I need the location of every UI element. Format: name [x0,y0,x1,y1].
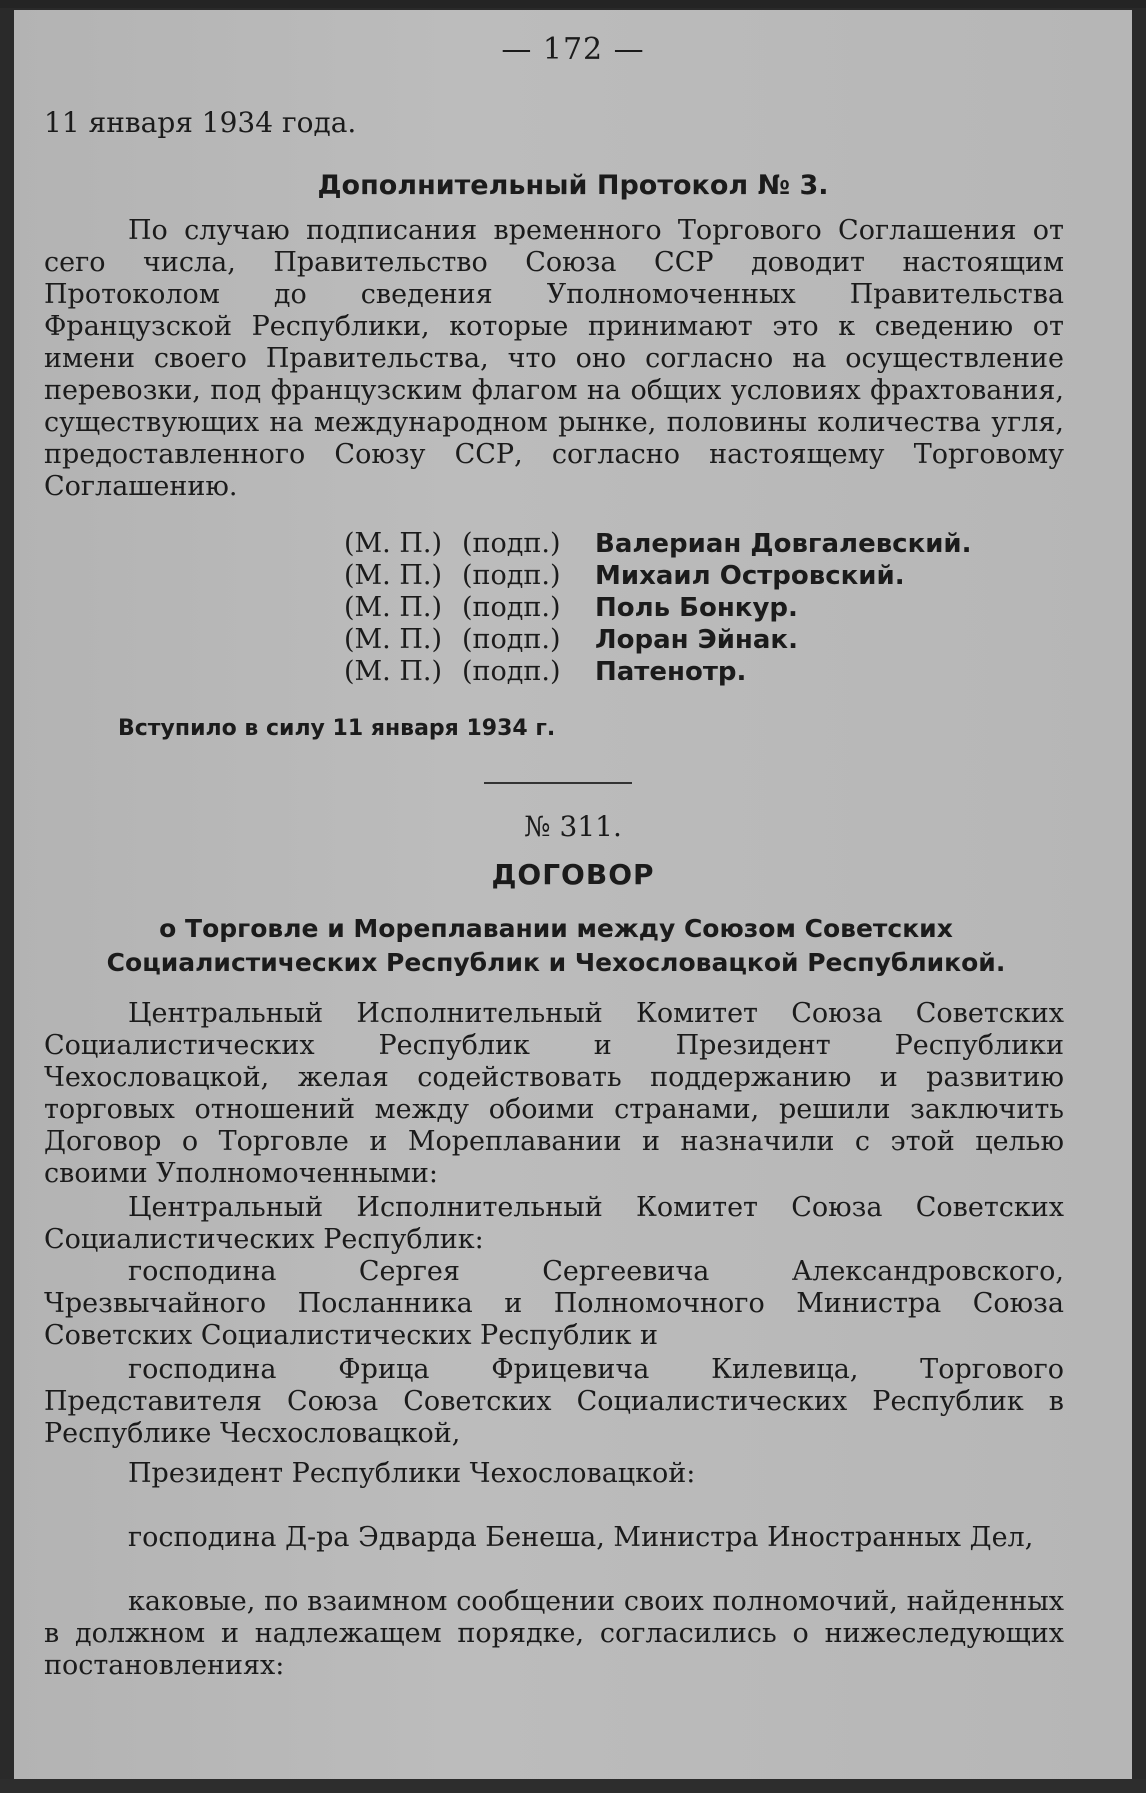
signed-mark: (подп.) [462,592,561,623]
signatory-name: Валериан Довгалевский. [595,529,972,559]
treaty-subtitle: о Торговле и Мореплавании между Союзом Советских Социалистических Республик и Чехословацкой Республикой. [106,914,1006,977]
protocol-title: Дополнительный Протокол № 3. [317,170,829,201]
signature-row [344,528,972,560]
scan-top-edge [0,0,1146,8]
seal-mark: (М. П.) [344,656,443,687]
signatory-name: Патенотр. [595,657,747,687]
treaty-title: ДОГОВОР [491,858,655,891]
scan-bottom-edge [0,1779,1146,1793]
treaty-paragraph: господина Фрица Фрицевича Килевица, Торгового Представителя Союза Советских Социалистических Республик в Республике Чесхословацкой, [44,1354,1064,1449]
treaty-paragraph: Центральный Исполнительный Комитет Союза Советских Социалистических Республик и Президент Республики Чехословацкой, желая содействовать поддержанию и развитию торговых отношений между обоими странами, решили заключить Договор о Торговле и Мореплавании и назначили с этой целью своими Уполномоченными: [44,998,1064,1189]
seal-mark: (М. П.) [344,528,443,559]
document-number: № 311. [524,810,622,843]
section-divider [484,782,632,784]
signature-block [344,528,972,688]
signatory-name: Поль Бонкур. [595,593,798,623]
seal-mark: (М. П.) [344,624,443,655]
page-number: — 172 — [501,32,645,67]
seal-mark: (М. П.) [344,592,443,623]
treaty-paragraph: господина Сергея Сергеевича Александровского, Чрезвычайного Посланника и Полномочного Министра Союза Советских Социалистических Республик и [44,1256,1064,1351]
treaty-paragraph: Центральный Исполнительный Комитет Союза Советских Социалистических Республик: [44,1192,1064,1255]
protocol-paragraph: По случаю подписания временного Торгового Соглашения от сего числа, Правительство Союза ССР доводит настоящим Протоколом до сведения Уполномоченных Правительства Французской Республики, которые принимают это к сведению от имени своего Правительства, что оно согласно на осуществление перевозки, под французским флагом на общих условиях фрахтования, существующих на международном рынке, половины количества угля, предоставленного Союзу ССР, согласно настоящему Торговому Соглашению. [44,215,1064,502]
signature-row [344,624,972,656]
signed-mark: (подп.) [462,560,561,591]
document-page [14,10,1132,1780]
treaty-paragraph: каковые, по взаимном сообщении своих полномочий, найденных в должном и надлежащем порядке, согласились о нижеследующих постановлениях: [44,1586,1064,1681]
signatory-name: Лоран Эйнак. [595,625,798,655]
treaty-paragraph: господина Д-ра Эдварда Бенеша, Министра Иностранных Дел, [128,1522,1034,1553]
signature-row [344,560,972,592]
signed-mark: (подп.) [462,528,561,559]
entry-into-force: Вступило в силу 11 января 1934 г. [118,716,556,741]
signed-mark: (подп.) [462,624,561,655]
seal-mark: (М. П.) [344,560,443,591]
signature-row [344,656,972,688]
signatory-name: Михаил Островский. [595,561,905,591]
signed-mark: (подп.) [462,656,561,687]
treaty-paragraph: Президент Республики Чехословацкой: [128,1458,696,1489]
date-line: 11 января 1934 года. [44,106,357,139]
signature-row [344,592,972,624]
